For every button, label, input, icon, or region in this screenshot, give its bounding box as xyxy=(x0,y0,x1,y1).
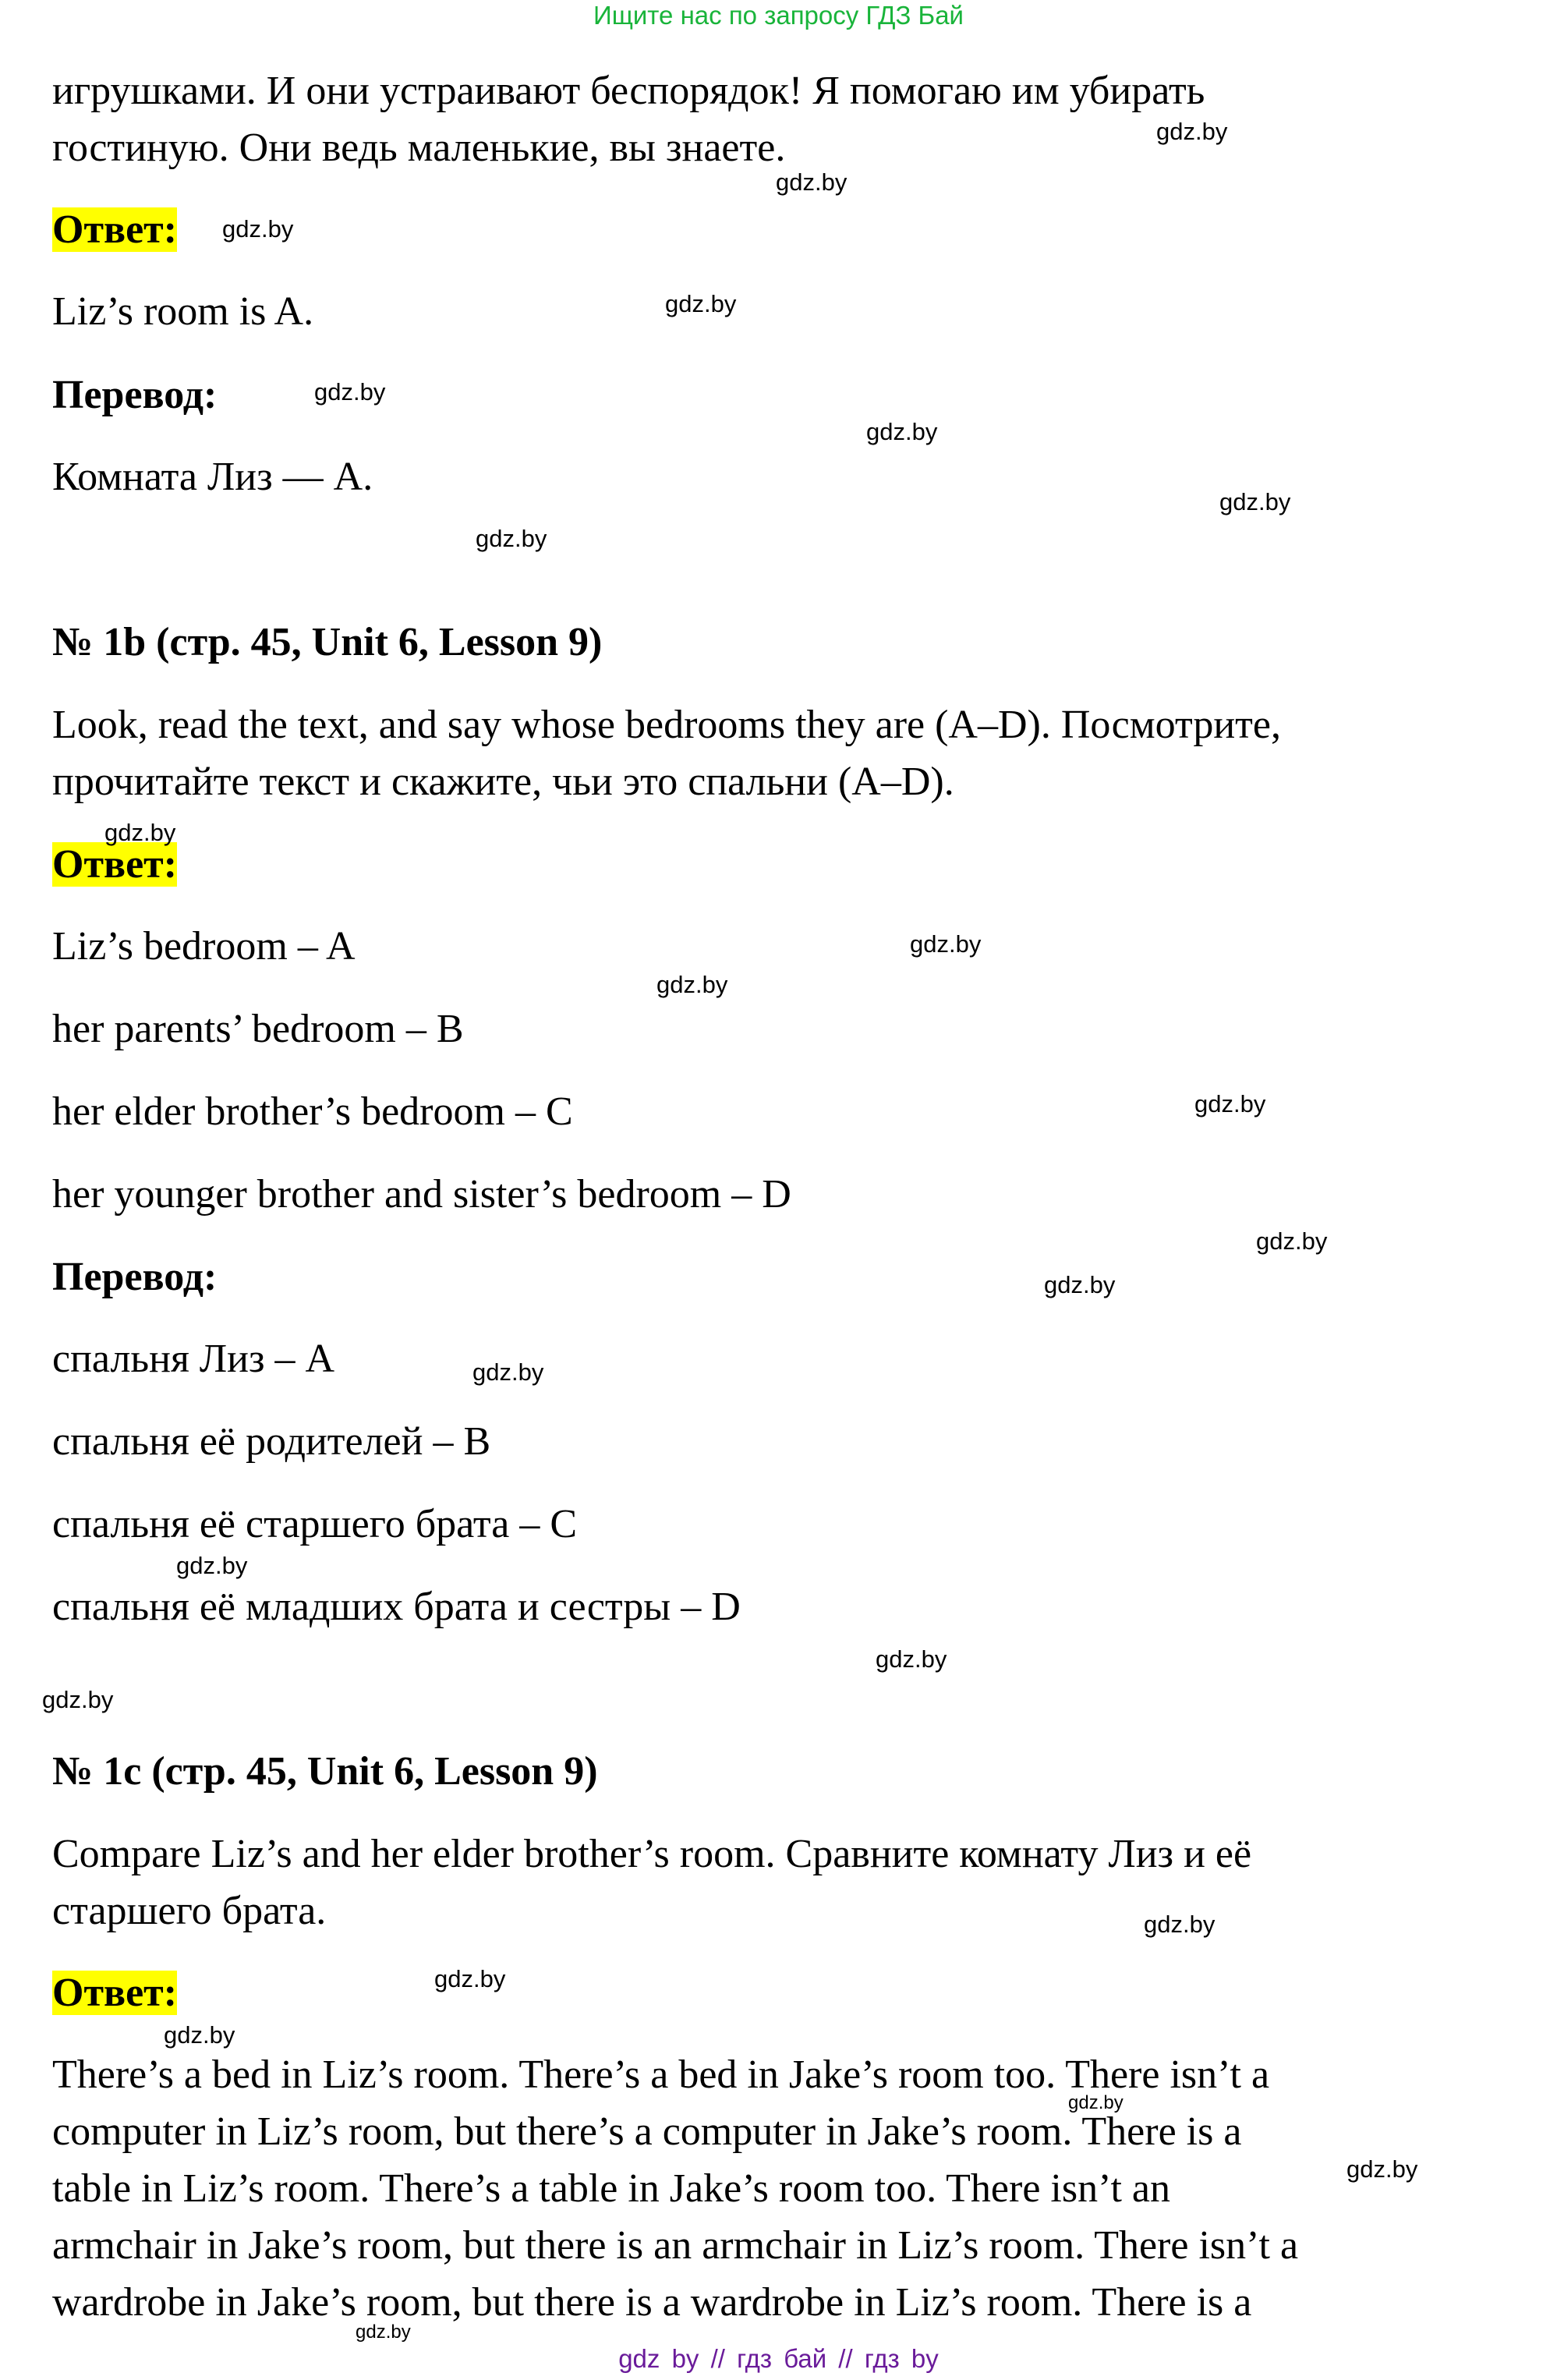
answer-text: Liz’s room is A. xyxy=(52,289,314,334)
translation-label: Перевод: xyxy=(52,1255,218,1299)
answer-label-text: Ответ: xyxy=(52,207,178,252)
answer-line: armchair in Jake’s room, but there is an armchair in Liz’s room. There isn’t a xyxy=(52,2223,1299,2268)
watermark: gdz.by xyxy=(656,971,728,998)
exercise-heading-1c: № 1c (стр. 45, Unit 6, Lesson 9) xyxy=(52,1749,598,1794)
watermark: gdz.by xyxy=(434,1965,506,1992)
answer-line: her elder brother’s bedroom – C xyxy=(52,1089,573,1134)
translation-line: спальня Лиз – A xyxy=(52,1337,335,1381)
watermark: gdz.by xyxy=(876,1645,947,1673)
answer-line: her parents’ bedroom – B xyxy=(52,1007,464,1051)
watermark: gdz.by xyxy=(472,1358,544,1386)
footer-links[interactable]: gdz by // гдз бай // гдз by xyxy=(618,2344,939,2373)
answer-label-text: Ответ: xyxy=(52,842,178,887)
watermark: gdz.by xyxy=(164,2021,235,2049)
watermark: gdz.by xyxy=(1144,1911,1216,1938)
watermark: gdz.by xyxy=(222,215,294,243)
answer-line: wardrobe in Jake’s room, but there is a wardrobe in Liz’s room. There is a xyxy=(52,2280,1252,2325)
watermark: gdz.by xyxy=(1068,2092,1124,2113)
watermark: gdz.by xyxy=(665,290,737,317)
watermark: gdz.by xyxy=(476,525,547,552)
answer-line: her younger brother and sister’s bedroom – D xyxy=(52,1172,791,1217)
intro-text-line: гостиную. Они ведь маленькие, вы знаете. xyxy=(52,126,786,170)
translation-label: Перевод: xyxy=(52,373,218,417)
task-text-line: прочитайте текст и скажите, чьи это спальни (A–D). xyxy=(52,760,954,804)
watermark: gdz.by xyxy=(1156,118,1228,145)
task-text-line: старшего брата. xyxy=(52,1889,327,1933)
answer-line: There’s a bed in Liz’s room. There’s a bed in Jake’s room too. There isn’t a xyxy=(52,2052,1270,2097)
watermark: gdz.by xyxy=(1256,1227,1328,1255)
watermark: gdz.by xyxy=(776,168,848,196)
watermark: gdz.by xyxy=(1346,2155,1418,2183)
exercise-heading-1b: № 1b (стр. 45, Unit 6, Lesson 9) xyxy=(52,620,603,664)
watermark: gdz.by xyxy=(104,819,176,846)
translation-line: спальня её родителей – B xyxy=(52,1419,491,1464)
answer-line: Liz’s bedroom – A xyxy=(52,924,356,969)
task-text-line: Compare Liz’s and her elder brother’s room. Сравните комнату Лиз и её xyxy=(52,1832,1252,1876)
answer-label xyxy=(52,201,177,258)
watermark: gdz.by xyxy=(1194,1090,1266,1117)
answer-label-text: Ответ: xyxy=(52,1971,178,2015)
watermark: gdz.by xyxy=(314,378,386,406)
top-banner[interactable]: Ищите нас по запросу ГДЗ Бай xyxy=(593,1,964,30)
translation-line: спальня её старшего брата – C xyxy=(52,1502,578,1546)
translation-line: спальня её младших брата и сестры – D xyxy=(52,1585,741,1629)
answer-line: table in Liz’s room. There’s a table in Jake’s room too. There isn’t an xyxy=(52,2166,1170,2211)
translation-text: Комната Лиз — A. xyxy=(52,455,373,499)
watermark: gdz.by xyxy=(176,1552,248,1579)
task-text-line: Look, read the text, and say whose bedrooms they are (A–D). Посмотрите, xyxy=(52,703,1281,747)
answer-line: computer in Liz’s room, but there’s a computer in Jake’s room. There is a xyxy=(52,2109,1242,2154)
watermark: gdz.by xyxy=(910,930,982,958)
intro-text-line: игрушками. И они устраивают беспорядок! Я помогаю им убирать xyxy=(52,69,1205,113)
watermark: gdz.by xyxy=(866,418,938,445)
watermark: gdz.by xyxy=(1044,1271,1116,1298)
watermark: gdz.by xyxy=(356,2322,411,2343)
watermark: gdz.by xyxy=(42,1686,114,1713)
watermark: gdz.by xyxy=(1219,488,1291,515)
answer-label xyxy=(52,1964,177,2021)
